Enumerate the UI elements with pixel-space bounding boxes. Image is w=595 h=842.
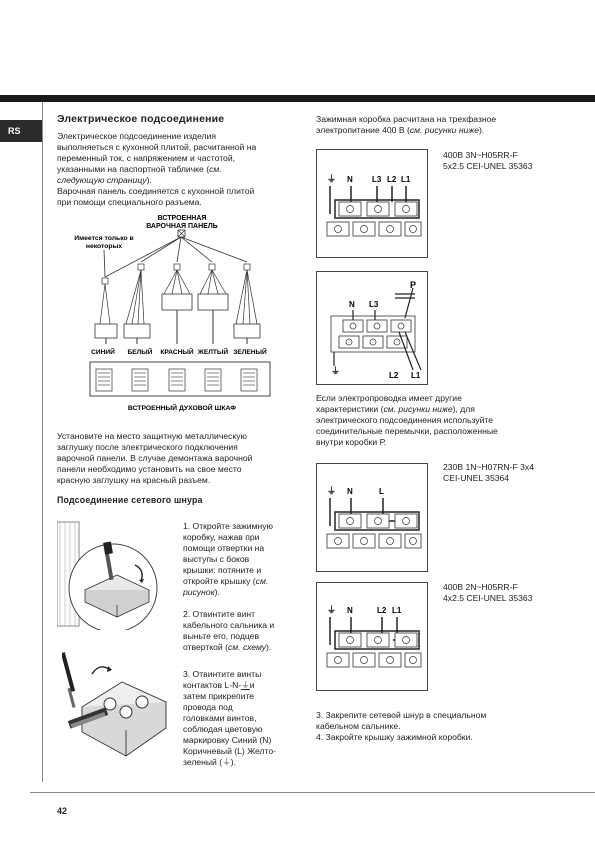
label-l2-4: L2 xyxy=(377,606,387,615)
label-l2-2: L2 xyxy=(389,371,399,380)
cord-section-title: Подсоединение сетевого шнура xyxy=(57,495,203,505)
install-paragraph: Установите на место защитную металлическую заглушку после электрического подключения варочной панели. В случае демонтажа варочной панели необходимо установить на свое место красную заглушку на красный разъем. xyxy=(57,431,253,485)
label-l3-2: L3 xyxy=(369,300,379,309)
terminal-diagram-2n xyxy=(316,582,428,691)
label-l2: L2 xyxy=(387,175,397,184)
svg-text:⏚: ⏚ xyxy=(327,605,337,615)
left-column xyxy=(57,114,297,208)
label-p: P xyxy=(410,280,417,290)
caption-1n: 230В 1N~H07RN-F 3x4 CEI-UNEL 35364 xyxy=(443,462,534,483)
note-label-2: некоторых xyxy=(85,243,123,250)
page-number: 42 xyxy=(57,806,68,816)
wire-label-green: ЗЕЛЕНЫЙ xyxy=(233,349,267,356)
mid-paragraph: Если электропроводка имеет другие характеристики (см. рисунки ниже), для электрического подсоединения используйте соединительные перемычки, расположенные внутри коробки Р. xyxy=(316,393,498,447)
note-label-1: Имеется только в xyxy=(74,235,134,242)
wire-label-red: КРАСНЫЙ xyxy=(160,349,194,356)
right-intro: Зажимная коробка расчитана на трехфазное электропитание 400 В (см. рисунки ниже). xyxy=(316,114,497,135)
label-l3b: L xyxy=(379,487,384,496)
oven-label: ВСТРОЕННЫЙ ДУХОВОЙ ШКАФ xyxy=(127,405,237,412)
label-l1-4: L1 xyxy=(392,606,402,615)
left-rule xyxy=(42,102,43,782)
svg-text:⏚: ⏚ xyxy=(327,486,337,496)
final-steps: 3. Закрепите сетевой шнур в специальном кабельном сальнике. 4. Закройте крышку зажимной коробки. xyxy=(316,710,487,742)
terminal-screw-illustration xyxy=(62,652,174,762)
section-badge: RS xyxy=(0,120,42,142)
label-l3: L3 xyxy=(372,175,382,184)
ground-symbol-2: ⏚ xyxy=(222,757,231,767)
label-l1-2: L1 xyxy=(411,371,421,380)
wire-label-white: БЕЛЫЙ xyxy=(127,349,153,356)
hob-label-2: ВАРОЧНАЯ ПАНЕЛЬ xyxy=(146,223,218,230)
step-3: 3. Отвинтите винты контактов L-N-⏚и затем прикрепите провода под головками винтов, соблюдая цветовую маркировку Синий (N) Коричневый (L) Желто- зеленый (⏚). xyxy=(183,669,277,767)
wiring-diagram xyxy=(60,212,290,417)
label-l1: L1 xyxy=(401,175,411,184)
terminal-diagram-3n xyxy=(316,149,428,258)
terminal-diagram-p xyxy=(316,271,428,385)
hob-label-1: ВСТРОЕННАЯ xyxy=(157,215,207,222)
wire-label-blue: СИНИЙ xyxy=(91,349,115,356)
label-n2: N xyxy=(349,300,355,309)
label-n3: N xyxy=(347,487,353,496)
wire-bundle xyxy=(104,237,247,277)
footer-rule xyxy=(30,792,595,793)
step-2: 2. Отвинтите винт кабельного сальника и выньте его, подцев отверткой (см. схему). xyxy=(183,609,275,652)
step-1: 1. Откройте зажимную коробку, нажав при помощи отвертки на выступы с боков крышки: потяните и откройте крышку (см. рисунок). xyxy=(183,521,273,597)
section-title: Электрическое подсоединение xyxy=(57,113,225,125)
terminal-box-illustration xyxy=(57,520,175,630)
wire-label-yellow: ЖЕЛТЫЙ xyxy=(197,349,229,356)
caption-2n: 400В 2N~H05RR-F 4x2.5 CEI-UNEL 35363 xyxy=(443,582,533,603)
header-bar xyxy=(0,95,595,102)
svg-text:⏚: ⏚ xyxy=(331,366,341,376)
svg-text:⏚: ⏚ xyxy=(327,174,337,184)
terminal-diagram-1n xyxy=(316,463,428,572)
label-n4: N xyxy=(347,606,353,615)
intro-paragraph: Электрическое подсоединение изделия выполняеться с кухонной плитой, расчитанной на переменный ток, с напряжением и частотой, указанными на паспортной табличке (см. следующую страницу). Варочная панель соединяется с кухонной плитой при помощи специального разъема. xyxy=(57,131,257,207)
caption-3n: 400В 3N~H05RR-F 5x2.5 CEI-UNEL 35363 xyxy=(443,150,533,171)
label-n: N xyxy=(347,175,353,184)
ground-symbol: ⏚ xyxy=(241,680,250,690)
